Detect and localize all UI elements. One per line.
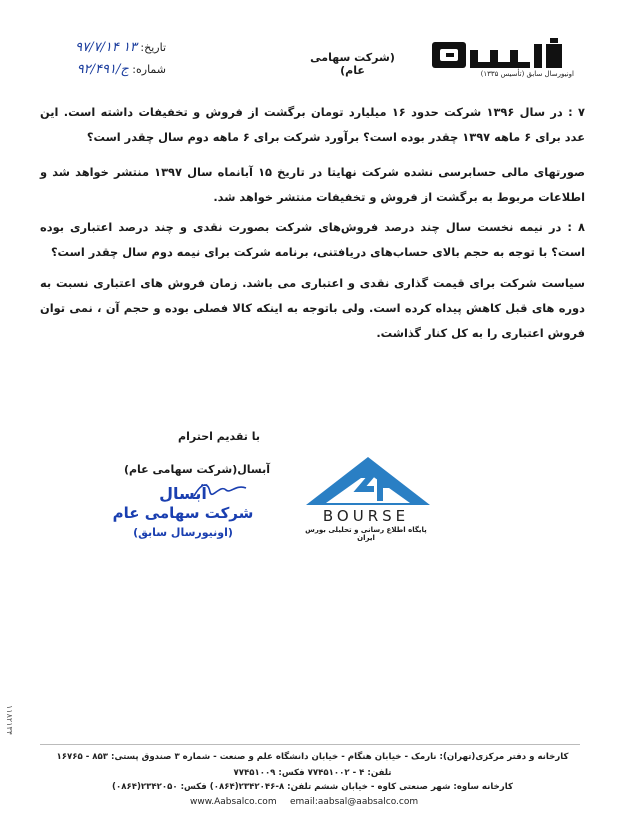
number-value: ج/۹۲/۴۹۱ <box>76 62 129 77</box>
footer-divider <box>40 744 580 745</box>
logo-subtitle: اونیورسال سابق (تأسیس ۱۳۳۵) <box>480 70 574 78</box>
regards: با تقدیم احترام <box>178 430 260 443</box>
signature-scribble-icon <box>190 478 250 502</box>
footer-phone: تلفن: ۴ - ۷۷۴۵۱۰۰۲ فکس: ۷۷۴۵۱۰۰۹ <box>233 768 392 778</box>
stamp-line-2: شرکت سهامی عام <box>112 504 254 522</box>
side-code: ۱۱۸۲۱۳۴ <box>5 705 14 736</box>
paragraph-q8: ۸ : در نیمه نخست سال چند درصد فروش‌های شرکت بصورت نقدی و چند درصد اعتباری بوده است؟ با توجه به حجم بالای حساب‌های دریافتنی، برنامه شرکت برای نیمه دوم سال چقدر است؟ <box>40 220 585 259</box>
footer-website: www.Aabsalco.com <box>190 797 277 807</box>
date-row <box>46 40 166 55</box>
number-row <box>46 62 166 77</box>
paragraph-a7: صورتهای مالی حسابرسی نشده شرکت نهایتا در تاریخ ۱۵ آبانماه سال ۱۳۹۷ منتشر خواهد شد و اطلاعات مربوط به برگشت از فروش و تخفیفات منتشر خواهد شد. <box>40 165 585 204</box>
stamp-line-1: آبسال <box>159 484 207 503</box>
stamp-line-3: (اونیورسال سابق) <box>133 526 233 539</box>
signatory: آبسال(شرکت سهامی عام) <box>123 463 270 476</box>
footer-address: کارخانه و دفتر مرکزی(تهران): نارمک - خیابان هنگام - خیابان دانشگاه علم و صنعت - شماره ۳ صندوق پستی: ۸۵۳ - ۱۶۷۶۵ <box>56 752 569 762</box>
number-label: شماره: <box>132 63 166 76</box>
company-type: (شرکت سهامی عام) <box>310 51 395 77</box>
paragraph-q7: ۷ : در سال ۱۳۹۶ شرکت حدود ۱۶ میلیارد تومان برگشت از فروش و تخفیفات داشته است. این عدد برای ۶ ماهه ۱۳۹۷ چقدر بوده است؟ برآورد شرکت برای ۶ ماهه دوم سال چقدر است؟ <box>40 105 585 144</box>
footer-factory: کارخانه ساوه: شهر صنعتی کاوه - خیابان ششم تلفن: ۸-۲۳۴۲۰۴۶(۰۸۶۴) فکس: ۲۳۴۲۰۵۰(۰۸۶۴) <box>112 782 513 792</box>
date-label: تاریخ: <box>140 41 166 54</box>
bourse-name: BOURSE <box>322 507 410 525</box>
paragraph-a8: سیاست شرکت برای قیمت گذاری نقدی و اعتباری می باشد. زمان فروش های اعتباری نسبت به دوره های قبل کاهش پیداه کرده است. ولی باتوجه به اینکه کالا فصلی بوده و حجم آن ، نمی توان فروش اعتباری را به کل کنار گذاشت. <box>40 276 585 340</box>
footer-email: email:aabsal@aabsalco.com <box>290 797 419 807</box>
date-value: ۱۳ ۹۷/۷/۱۴ <box>75 40 137 55</box>
bourse-subtitle: پایگاه اطلاع رسانی و تحلیلی بورس ایران <box>305 526 427 542</box>
